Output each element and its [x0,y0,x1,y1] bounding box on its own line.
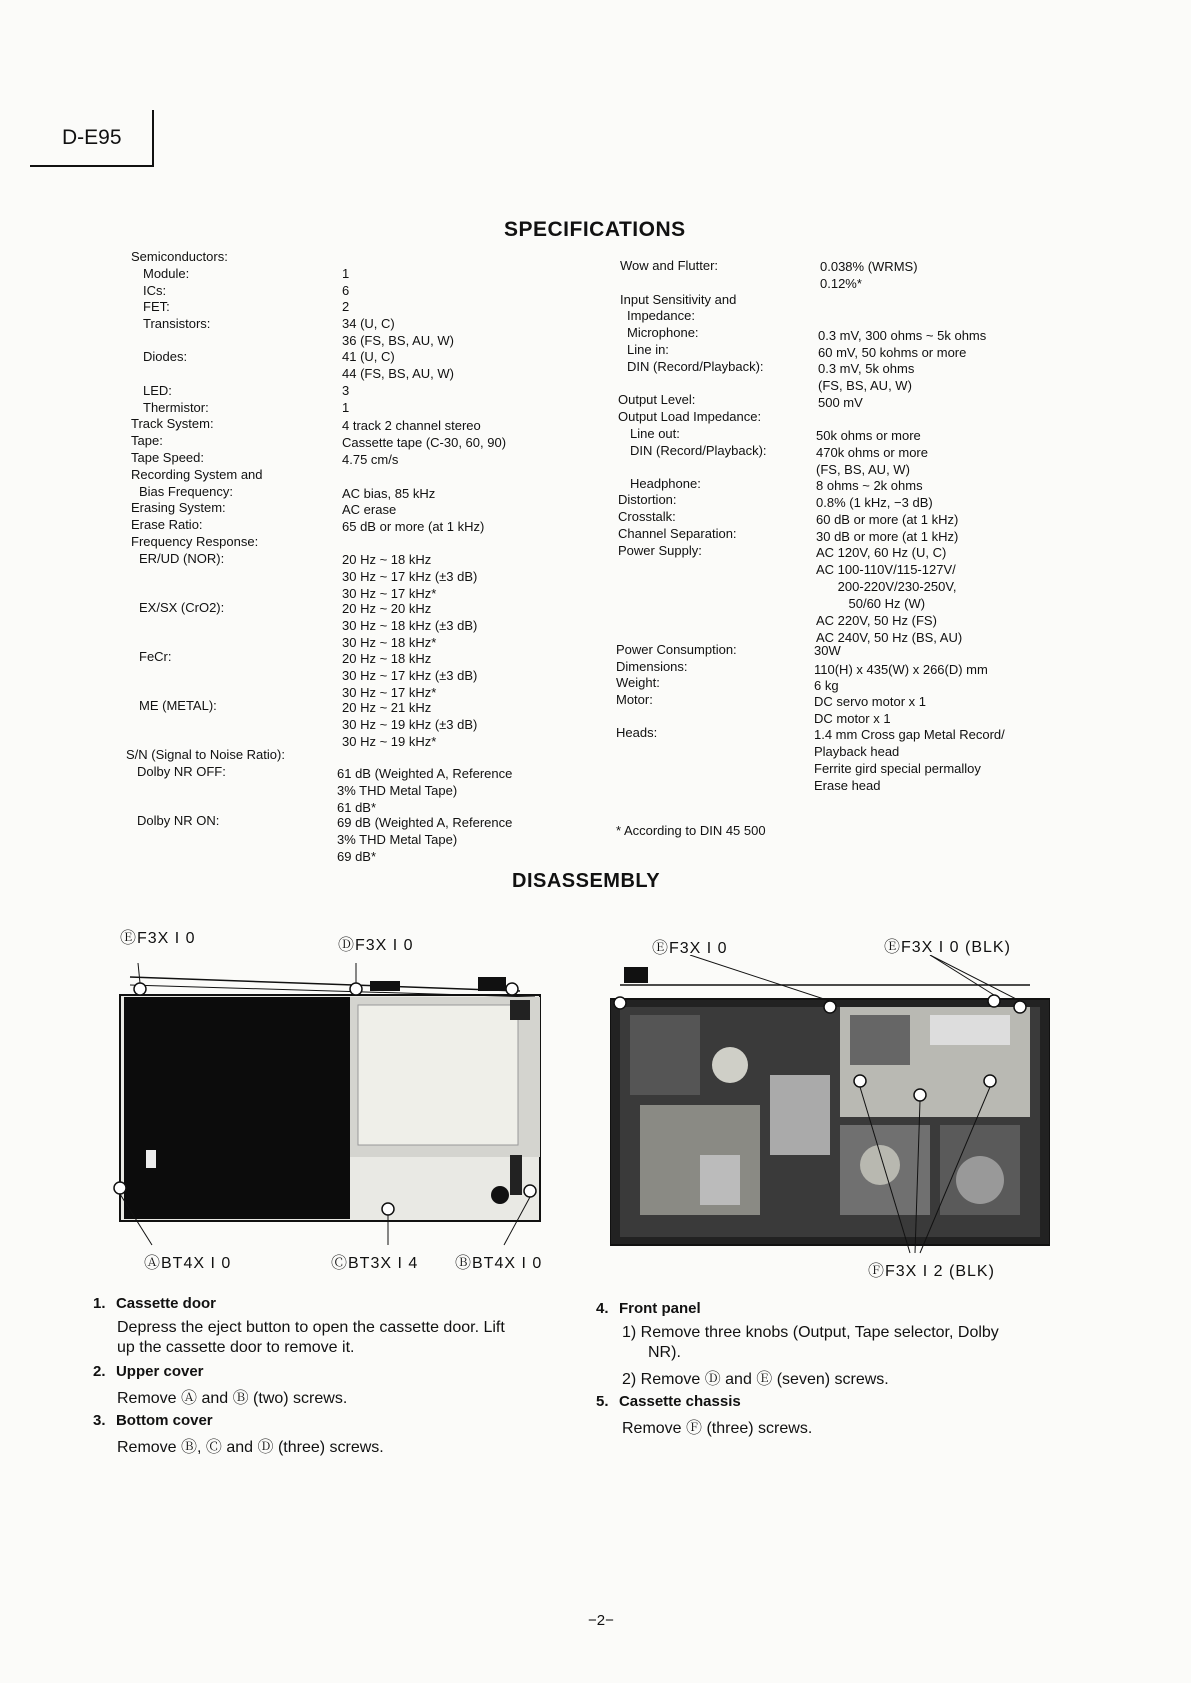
spec-value: 6 [342,283,350,298]
spec-value: 0.3 mV, 5k ohms (FS, BS, AU, W) [818,361,915,393]
label-e-blk: ⒺF3X I 0 (BLK) [884,939,1011,956]
spec-label: Line out: [630,426,680,441]
spec-label: Dimensions: [616,659,688,674]
spec-label: Thermistor: [143,400,209,415]
spec-label: FET: [143,299,170,314]
label-d-left: ⒹF3X I 0 [338,937,414,954]
spec-value: 110(H) x 435(W) x 266(D) mm [814,662,988,677]
spec-value: 0.8% (1 kHz, −3 dB) [816,495,933,510]
step-line: Remove Ⓕ (three) screws. [622,1420,813,1437]
spec-label: Semiconductors: [131,249,228,264]
footnote: * According to DIN 45 500 [616,823,766,838]
spec-label: Heads: [616,725,658,740]
label-f-blk: ⒻF3X I 2 (BLK) [868,1263,995,1280]
label-b-bt: ⒷBT4X I 0 [455,1255,543,1272]
spec-value: 30 dB or more (at 1 kHz) [816,529,959,544]
spec-value: 60 dB or more (at 1 kHz) [816,512,959,527]
figure-internal-view [610,955,1050,1255]
spec-label: Impedance: [627,308,695,323]
spec-value: 20 Hz ~ 21 kHz 30 Hz ~ 19 kHz (±3 dB) 30 Hz ~ 19 kHz* [342,700,478,749]
spec-value: 1 [342,400,350,415]
spec-label: Transistors: [143,316,211,331]
spec-label: Weight: [616,675,660,690]
spec-value: 50k ohms or more [816,428,921,443]
step-number: 5. [596,1393,609,1410]
spec-label: Crosstalk: [618,509,676,524]
step-line: NR). [648,1344,681,1361]
spec-value: 500 mV [818,395,863,410]
step-title: Bottom cover [115,1412,213,1429]
spec-label: Input Sensitivity and [620,292,737,307]
step-line: Depress the eject button to open the cassette door. Lift [117,1319,505,1336]
spec-label: Tape: [131,433,163,448]
step-number: 1. [93,1295,106,1312]
spec-label: EX/SX (CrO2): [139,600,225,615]
spec-value: AC 120V, 60 Hz (U, C) AC 100-110V/115-127V/ 200-220V/230-250V, 50/60 Hz (W) AC 220V, 50 Hz (FS) AC 240V, 50 Hz (BS, AU) [816,545,963,645]
spec-value: 0.038% (WRMS) 0.12%* [820,259,918,291]
spec-label: Power Consumption: [616,642,737,657]
step-title: Upper cover [115,1363,204,1380]
spec-value: 3 [342,383,350,398]
spec-label: Dolby NR OFF: [137,764,226,779]
step-1 [93,1295,563,1357]
spec-label: Track System: [131,416,214,431]
spec-value: 20 Hz ~ 18 kHz 30 Hz ~ 17 kHz (±3 dB) 30 Hz ~ 17 kHz* [342,552,478,601]
spec-value: 4 track 2 channel stereo [342,418,481,433]
spec-value: 4.75 cm/s [342,452,399,467]
spec-value: Cassette tape (C-30, 60, 90) [342,435,507,450]
spec-label: Line in: [627,342,669,357]
steps-left [93,1295,563,1457]
step-line: 2) Remove Ⓓ and Ⓔ (seven) screws. [622,1371,889,1388]
spec-value: 6 kg [814,678,839,693]
step-4 [596,1300,1056,1389]
spec-label: DIN (Record/Playback): [627,359,764,374]
spec-value: 41 (U, C) 44 (FS, BS, AU, W) [342,349,454,381]
step-3 [93,1412,563,1457]
spec-label: Microphone: [627,325,699,340]
spec-value: 61 dB (Weighted A, Reference 3% THD Metal Tape) 61 dB* [337,766,513,815]
step-number: 3. [93,1412,106,1429]
step-number: 2. [93,1363,106,1380]
specifications-title: SPECIFICATIONS [504,218,686,241]
spec-value: 34 (U, C) 36 (FS, BS, AU, W) [342,316,454,348]
spec-label: ER/UD (NOR): [139,551,225,566]
spec-label: LED: [143,383,172,398]
step-5 [596,1393,1056,1438]
spec-label: Diodes: [143,349,188,364]
spec-value: AC bias, 85 kHz [342,486,436,501]
spec-label: Wow and Flutter: [620,258,719,273]
spec-value: 69 dB (Weighted A, Reference 3% THD Metal Tape) 69 dB* [337,815,513,864]
spec-label: Frequency Response: [131,534,259,549]
spec-value: 2 [342,299,350,314]
spec-label: ME (METAL): [139,698,217,713]
spec-label: Motor: [616,692,653,707]
label-e-left: ⒺF3X I 0 [120,930,196,947]
spec-value: AC erase [342,502,397,517]
step-title: Cassette door [115,1295,216,1312]
label-a-bt: ⒶBT4X I 0 [144,1255,232,1272]
spec-value: 30W [814,643,841,658]
bottom-view-drawing [110,955,550,1255]
spec-value: 0.3 mV, 300 ohms ~ 5k ohms [818,328,987,343]
step-title: Cassette chassis [618,1393,741,1410]
spec-value: 60 mV, 50 kohms or more [818,345,967,360]
step-line: up the cassette door to remove it. [117,1339,355,1356]
spec-value: 1 [342,266,350,281]
step-line: Remove Ⓑ, Ⓒ and Ⓓ (three) screws. [117,1439,384,1456]
step-line: Remove Ⓐ and Ⓑ (two) screws. [117,1390,348,1407]
step-line: 1) Remove three knobs (Output, Tape selector, Dolby [622,1324,999,1341]
step-title: Front panel [618,1300,701,1317]
spec-value: 20 Hz ~ 18 kHz 30 Hz ~ 17 kHz (±3 dB) 30 Hz ~ 17 kHz* [342,651,478,700]
spec-label: Output Load Impedance: [618,409,762,424]
spec-label: Dolby NR ON: [137,813,220,828]
spec-value: 8 ohms ~ 2k ohms [816,478,923,493]
spec-label: Erasing System: [131,500,226,515]
disassembly-title: DISASSEMBLY [512,870,661,892]
spec-label: Distortion: [618,492,677,507]
step-number: 4. [596,1300,609,1317]
label-e-right: ⒺF3X I 0 [652,940,728,957]
steps-right [596,1300,1056,1438]
page-number: −2− [588,1612,614,1629]
spec-label: Output Level: [618,392,696,407]
spec-label: FeCr: [139,649,172,664]
spec-label: Power Supply: [618,543,702,558]
spec-label: S/N (Signal to Noise Ratio): [126,747,285,762]
step-2 [93,1363,563,1408]
internal-view-drawing [610,955,1050,1255]
spec-label: Module: [143,266,190,281]
spec-label: Channel Separation: [618,526,737,541]
spec-value: DC servo motor x 1 DC motor x 1 [814,694,926,726]
spec-value: 65 dB or more (at 1 kHz) [342,519,485,534]
spec-label: Erase Ratio: [131,517,203,532]
spec-value: 1.4 mm Cross gap Metal Record/ Playback head Ferrite gird special permalloy Erase head [814,727,1005,793]
model-number: D-E95 [62,126,122,149]
spec-label: DIN (Record/Playback): [630,443,767,458]
label-c-bt: ⒸBT3X I 4 [331,1255,419,1272]
spec-label: Bias Frequency: [139,484,233,499]
spec-label: Tape Speed: [131,450,205,465]
spec-label: Headphone: [630,476,701,491]
spec-label: Recording System and [131,467,263,482]
spec-value: 20 Hz ~ 20 kHz 30 Hz ~ 18 kHz (±3 dB) 30 Hz ~ 18 kHz* [342,601,478,650]
figure-bottom-view [110,955,550,1255]
spec-label: ICs: [143,283,167,298]
spec-value: 470k ohms or more (FS, BS, AU, W) [816,445,928,477]
